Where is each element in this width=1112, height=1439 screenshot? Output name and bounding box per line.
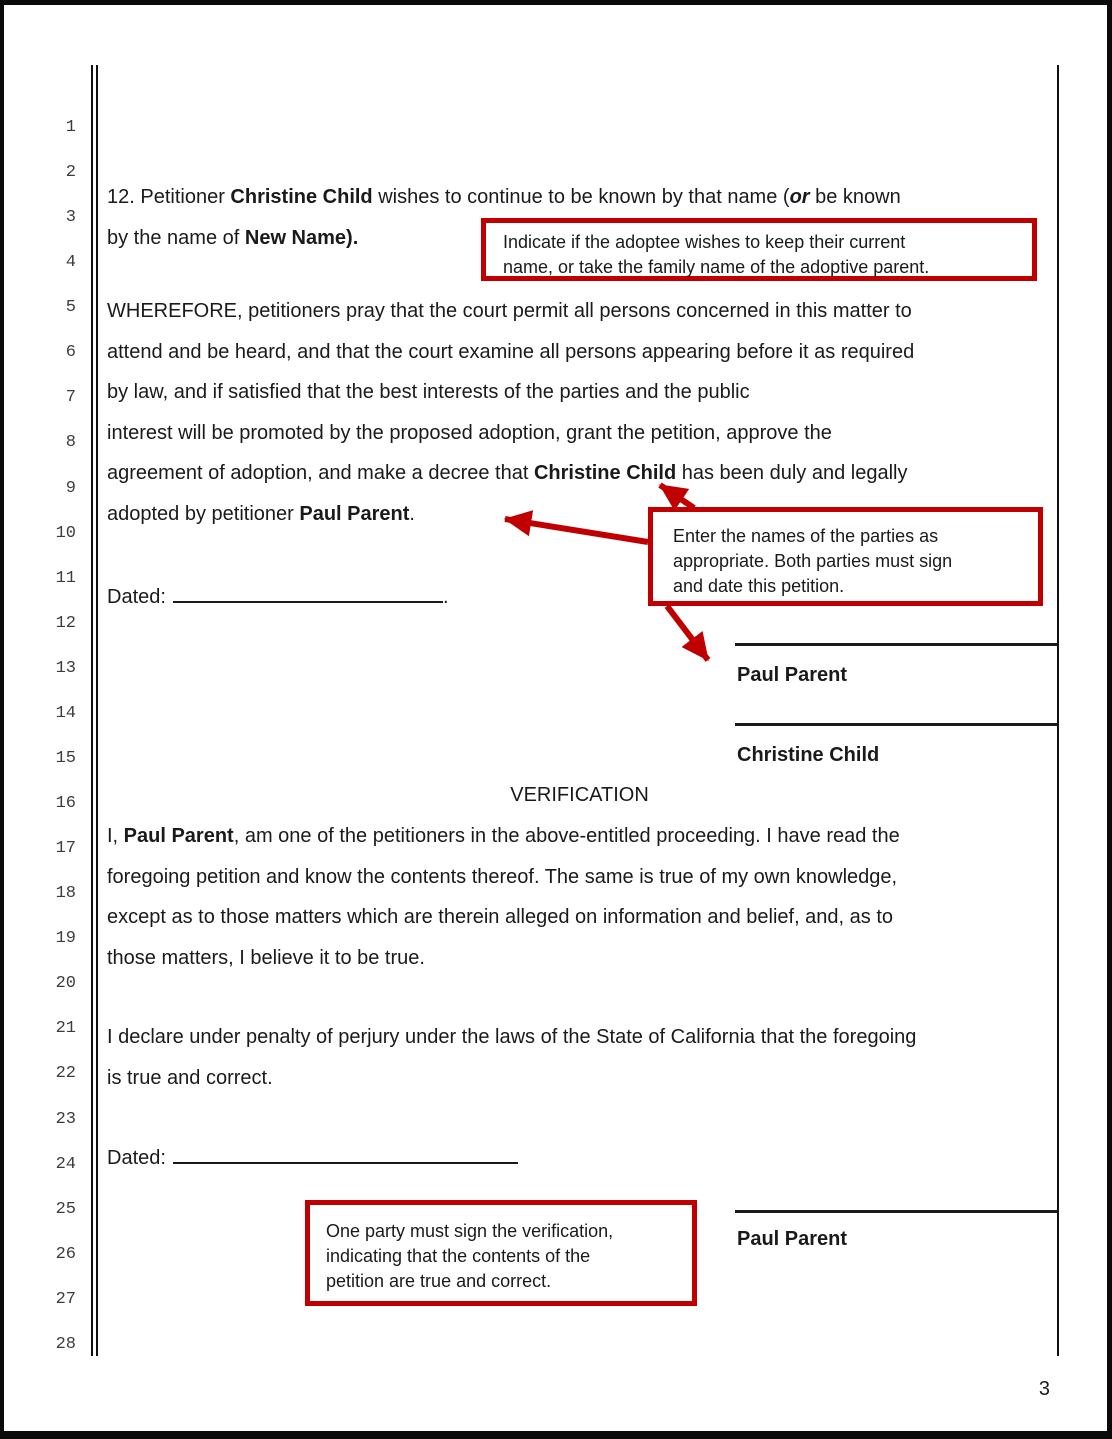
line-number: 4 [65, 253, 76, 273]
dated-label: Dated: [107, 586, 166, 608]
text-line: foregoing petition and know the contents thereof. The same is true of my own knowledge, [107, 865, 898, 888]
right-margin-rule [1057, 65, 1059, 1356]
text-line: One party must sign the verification, [326, 1221, 614, 1241]
line-number: 15 [55, 748, 76, 768]
wherefore-paragraph [107, 291, 914, 535]
text-line: WHEREFORE, petitioners pray that the court permit all persons concerned in this matter to [107, 300, 912, 322]
line-number: 28 [55, 1334, 76, 1354]
line-number: 2 [65, 163, 76, 183]
text-line: interest will be promoted by the proposed adoption, grant the petition, approve the [107, 421, 832, 444]
line-number: 6 [65, 343, 76, 363]
text-line: Indicate if the adoptee wishes to keep their current [503, 232, 906, 252]
line-number: 21 [55, 1019, 76, 1039]
date-blank-line [173, 581, 443, 603]
text-line: Enter the names of the parties as [673, 526, 939, 546]
text-line: petition are true and correct. [326, 1271, 552, 1291]
line-number: 16 [55, 794, 76, 814]
line-number: 11 [55, 568, 76, 588]
line-number: 26 [55, 1244, 76, 1264]
text-line: agreement of adoption, and make a decree that Christine Child has been duly and legally [107, 462, 908, 485]
line-number: 12 [55, 613, 76, 633]
text-line: 12. Petitioner Christine Child wishes to continue to be known by that name (or be known [107, 186, 901, 208]
text-line: I, Paul Parent, am one of the petitioners in the above-entitled proceeding. I have read the [107, 825, 900, 847]
line-number: 18 [55, 884, 76, 904]
perjury-paragraph [107, 1017, 916, 1098]
signature-name-christine-child: Christine Child [737, 744, 880, 766]
signature-line-paul-parent [735, 643, 1058, 646]
text-line: attend and be heard, and that the court examine all persons appearing before it as required [107, 340, 915, 363]
line-number: 19 [55, 929, 76, 949]
line-number: 13 [55, 658, 76, 678]
verification-heading: VERIFICATION [510, 784, 649, 806]
left-double-rule-inner [96, 65, 98, 1356]
line-number: 27 [55, 1289, 76, 1309]
arrow-to-signature-line [667, 606, 708, 660]
line-number: 1 [65, 118, 76, 137]
text-line: by the name of New Name). [107, 226, 359, 249]
text-line: appropriate. Both parties must sign [673, 551, 953, 571]
line-number: 9 [65, 478, 76, 498]
left-double-rule-outer [91, 65, 93, 1356]
line-number: 24 [55, 1154, 76, 1174]
date-blank-line [173, 1142, 518, 1164]
dated-line-petition [107, 577, 449, 617]
line-number: 14 [55, 703, 76, 723]
dated-line-verification [107, 1138, 518, 1178]
text-line: I declare under penalty of perjury under the laws of the State of California that the foregoing [107, 1026, 917, 1048]
verification-signature-name: Paul Parent [737, 1228, 848, 1250]
dated-period: . [442, 586, 449, 608]
text-line: and date this petition. [673, 576, 845, 596]
signature-name-paul-parent: Paul Parent [737, 664, 848, 686]
line-number: 25 [55, 1199, 76, 1219]
text-line: except as to those matters which are therein alleged on information and belief, and, as to [107, 906, 894, 929]
verification-signature-line [735, 1210, 1058, 1213]
text-line: name, or take the family name of the adoptive parent. [503, 257, 930, 277]
text-line: indicating that the contents of the [326, 1246, 591, 1266]
callout-verification-sign [305, 1200, 697, 1306]
line-number: 10 [55, 523, 76, 543]
text-line: adopted by petitioner Paul Parent. [107, 502, 415, 525]
line-number: 5 [65, 298, 76, 318]
line-number: 23 [55, 1109, 76, 1129]
text-line: is true and correct. [107, 1066, 273, 1089]
line-number: 22 [55, 1064, 76, 1084]
callout-party-names [648, 507, 1043, 606]
line-number: 8 [65, 433, 76, 453]
callout-name-choice [481, 218, 1037, 281]
dated-label: Dated: [107, 1147, 166, 1169]
text-line: by law, and if satisfied that the best interests of the parties and the public [107, 381, 750, 404]
line-number: 3 [65, 208, 76, 228]
text-line: those matters, I believe it to be true. [107, 946, 425, 969]
line-number: 17 [55, 839, 76, 859]
line-number: 20 [55, 974, 76, 994]
signature-line-christine-child [735, 723, 1058, 726]
page-number: 3 [1038, 1378, 1050, 1400]
verification-paragraph [107, 816, 900, 978]
line-number: 7 [65, 388, 76, 408]
